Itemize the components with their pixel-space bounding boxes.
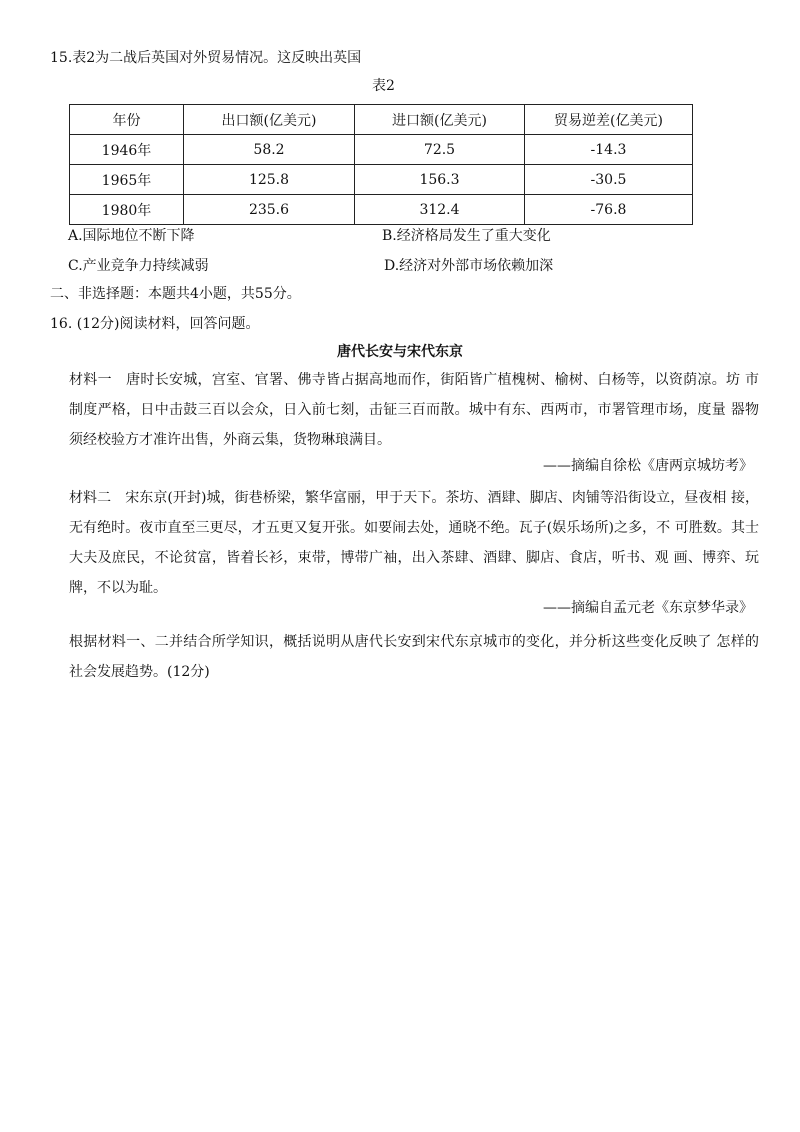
option-b: B.经济格局发生了重大变化 <box>382 228 551 244</box>
option-c: C.产业竞争力持续减弱 <box>68 258 209 274</box>
source-one: ——摘编自徐松《唐两京城坊考》 <box>543 458 753 474</box>
cell-import: 156.3 <box>355 165 525 195</box>
table-header-row <box>70 105 693 135</box>
table-row <box>70 195 693 225</box>
cell-year: 1965年 <box>70 165 184 195</box>
table-caption: 表2 <box>372 78 395 94</box>
section-heading: 二、非选择题：本题共4小题，共55分。 <box>50 286 301 302</box>
cell-export: 125.8 <box>184 165 355 195</box>
header-import: 进口额(亿美元) <box>355 105 525 135</box>
option-a: A.国际地位不断下降 <box>68 228 195 244</box>
question-15-stem: 15.表2为二战后英国对外贸易情况。这反映出英国 <box>50 50 362 66</box>
material-title: 唐代长安与宋代东京 <box>337 344 463 360</box>
cell-deficit: -14.3 <box>525 135 693 165</box>
question-16-prompt: 根据材料一、二并结合所学知识，概括说明从唐代长安到宋代东京城市的变化，并分析这些变化反映了 怎样的社会发展趋势。(12分) <box>69 634 759 680</box>
table-row <box>70 165 693 195</box>
cell-export: 235.6 <box>184 195 355 225</box>
cell-export: 58.2 <box>184 135 355 165</box>
cell-deficit: -30.5 <box>525 165 693 195</box>
source-two: ——摘编自孟元老《东京梦华录》 <box>543 600 753 616</box>
table-row <box>70 135 693 165</box>
header-year: 年份 <box>70 105 184 135</box>
header-deficit: 贸易逆差(亿美元) <box>525 105 693 135</box>
cell-deficit: -76.8 <box>525 195 693 225</box>
material-two: 材料二 宋东京(开封)城，街巷桥梁，繁华富丽，甲于天下。茶坊、酒肆、脚店、肉铺等沿街设立，昼夜相 接，无有绝时。夜市直至三更尽，才五更又复开张。如要闹去处，通晓不绝。瓦子(娱乐场所)之多，不 可胜数。其士大夫及庶民，不论贫富，皆着长衫，束带，博带广袖，出入茶肆、酒肆、脚店、食店，听书、观 画、博弈、玩牌，不以为耻。 <box>69 490 759 596</box>
cell-import: 72.5 <box>355 135 525 165</box>
option-d: D.经济对外部市场依赖加深 <box>384 258 554 274</box>
cell-year: 1980年 <box>70 195 184 225</box>
material-one: 材料一 唐时长安城，宫室、官署、佛寺皆占据高地而作，街陌皆广植槐树、榆树、白杨等，以资荫凉。坊 市制度严格，日中击鼓三百以会众，日入前七刻，击钲三百而散。城中有东、西两市，市署管理市场，度量 器物须经校验方才准许出售，外商云集，货物琳琅满目。 <box>69 372 759 448</box>
question-16-stem: 16. (12分)阅读材料，回答问题。 <box>50 316 260 332</box>
header-export: 出口额(亿美元) <box>184 105 355 135</box>
cell-import: 312.4 <box>355 195 525 225</box>
trade-table <box>69 104 693 225</box>
cell-year: 1946年 <box>70 135 184 165</box>
